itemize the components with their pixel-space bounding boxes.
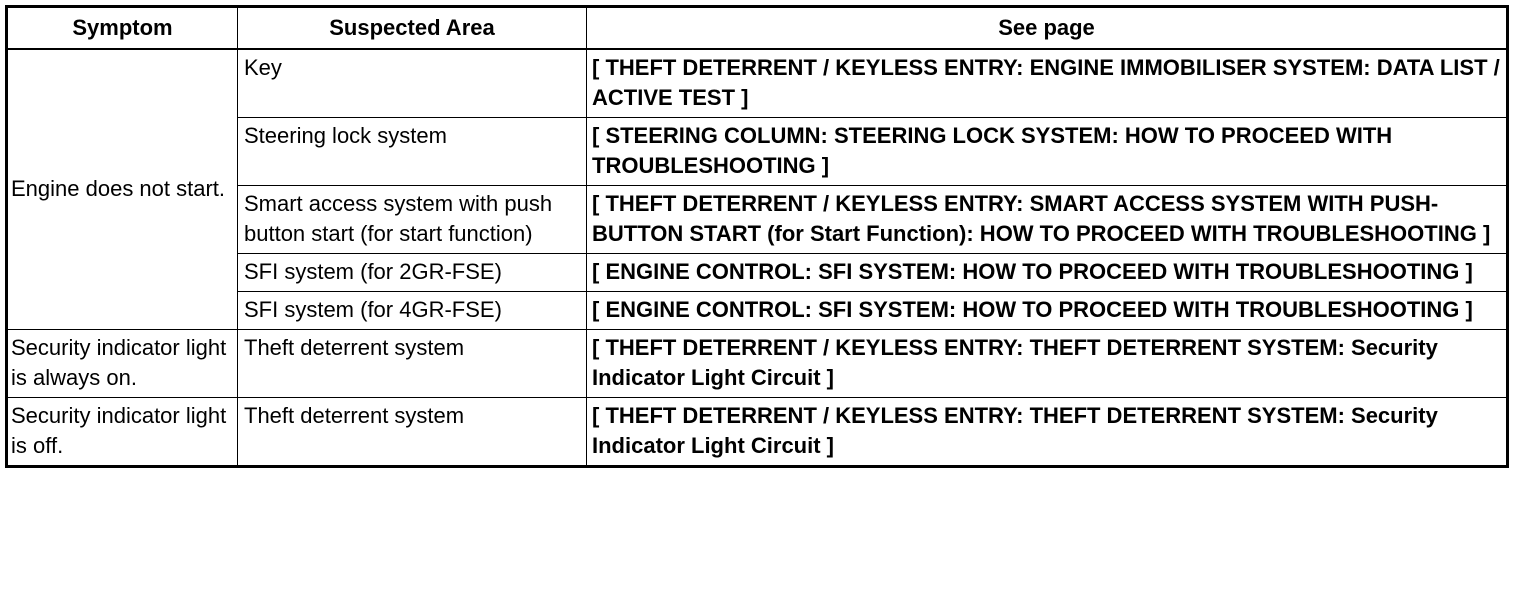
see-page-cell: [ THEFT DETERRENT / KEYLESS ENTRY: SMART ACCESS SYSTEM WITH PUSH-BUTTON START (for Start Function): HOW TO PROCEED WITH TROUBLESHOOTING ]: [587, 186, 1508, 254]
table-header-row: [7, 7, 1508, 50]
table-row: [7, 49, 1508, 118]
see-page-cell: [ THEFT DETERRENT / KEYLESS ENTRY: THEFT DETERRENT SYSTEM: Security Indicator Light Circuit ]: [587, 330, 1508, 398]
suspected-area-cell: Theft deterrent system: [238, 398, 587, 467]
suspected-area-cell: Smart access system with push button start (for start function): [238, 186, 587, 254]
problem-symptoms-table: [5, 5, 1509, 468]
symptom-cell: Security indicator light is always on.: [7, 330, 238, 398]
suspected-area-cell: Key: [238, 49, 587, 118]
table-row: [7, 330, 1508, 398]
symptom-cell: Security indicator light is off.: [7, 398, 238, 467]
see-page-cell: [ THEFT DETERRENT / KEYLESS ENTRY: ENGINE IMMOBILISER SYSTEM: DATA LIST / ACTIVE TEST ]: [587, 49, 1508, 118]
symptom-cell: Engine does not start.: [7, 49, 238, 330]
suspected-area-cell: Theft deterrent system: [238, 330, 587, 398]
table-row: [7, 398, 1508, 467]
header-symptom: Symptom: [7, 7, 238, 50]
see-page-cell: [ STEERING COLUMN: STEERING LOCK SYSTEM: HOW TO PROCEED WITH TROUBLESHOOTING ]: [587, 118, 1508, 186]
see-page-cell: [ THEFT DETERRENT / KEYLESS ENTRY: THEFT DETERRENT SYSTEM: Security Indicator Light Circuit ]: [587, 398, 1508, 467]
suspected-area-cell: SFI system (for 2GR-FSE): [238, 254, 587, 292]
header-see-page: See page: [587, 7, 1508, 50]
see-page-cell: [ ENGINE CONTROL: SFI SYSTEM: HOW TO PROCEED WITH TROUBLESHOOTING ]: [587, 254, 1508, 292]
suspected-area-cell: Steering lock system: [238, 118, 587, 186]
header-suspected-area: Suspected Area: [238, 7, 587, 50]
suspected-area-cell: SFI system (for 4GR-FSE): [238, 292, 587, 330]
see-page-cell: [ ENGINE CONTROL: SFI SYSTEM: HOW TO PROCEED WITH TROUBLESHOOTING ]: [587, 292, 1508, 330]
